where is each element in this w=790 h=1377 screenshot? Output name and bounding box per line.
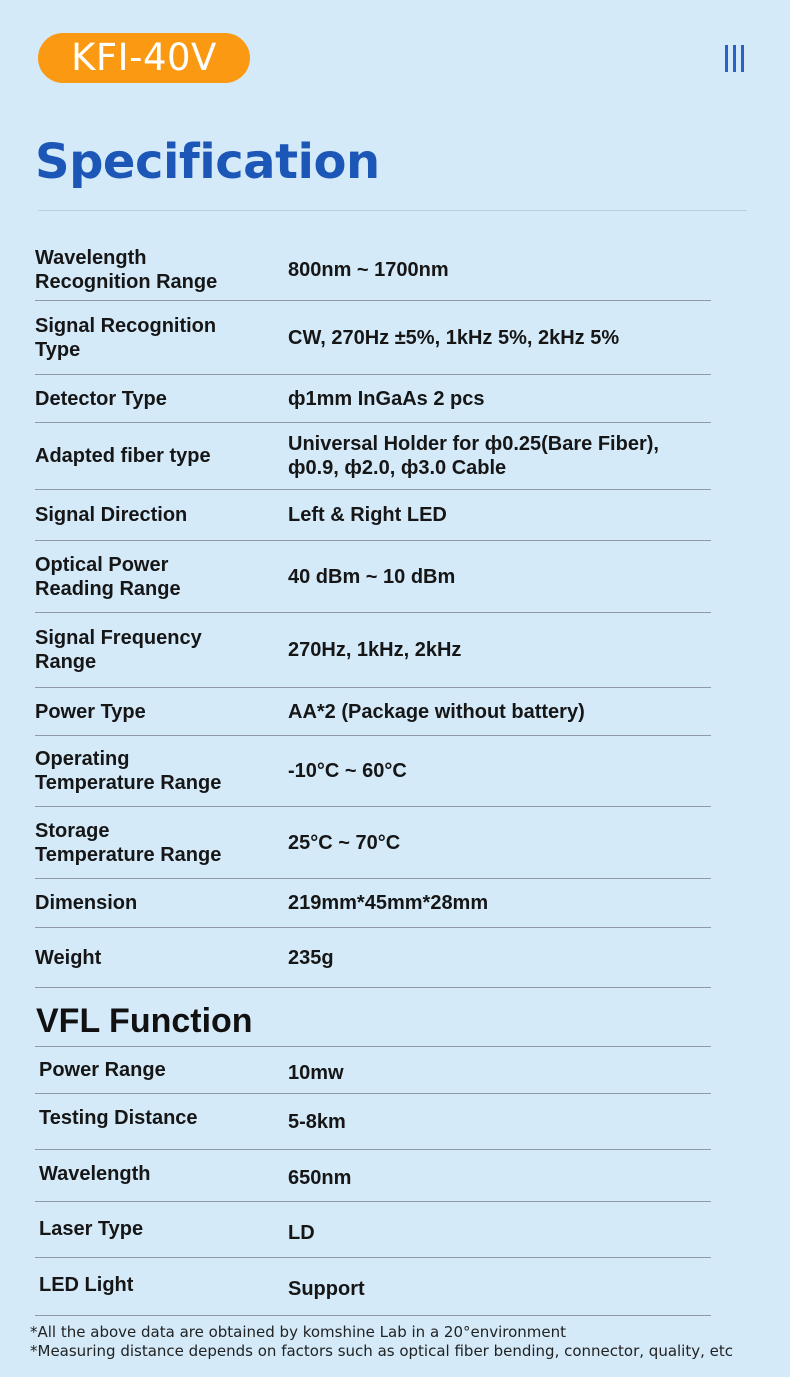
spec-row-operating-temp (35, 736, 711, 807)
spec-row-signal-direction (35, 490, 711, 541)
spec-row-dimension (35, 879, 711, 928)
spec-value: 40 dBm ~ 10 dBm (288, 565, 456, 588)
title-divider (38, 210, 747, 211)
vfl-label: Power Range (39, 1059, 166, 1081)
vfl-row-testing-distance (35, 1094, 711, 1150)
spec-value: 800nm ~ 1700nm (288, 259, 449, 281)
vfl-label: LED Light (39, 1274, 134, 1296)
spec-row-optical-power (35, 541, 711, 613)
spec-label: Optical Power Reading Range (35, 553, 181, 600)
vfl-table (35, 1046, 711, 1316)
page-title: Specification (35, 134, 380, 190)
spec-table (35, 240, 711, 988)
spec-value: 25°C ~ 70°C (288, 831, 401, 854)
spec-row-signal-type (35, 301, 711, 375)
footnotes (30, 1323, 770, 1361)
spec-label: Power Type (35, 700, 146, 723)
footnote: *Measuring distance depends on factors such as optical fiber bending, connector, quality, etc (30, 1342, 734, 1360)
vfl-row-laser-type (35, 1202, 711, 1258)
vfl-label: Testing Distance (39, 1107, 198, 1129)
spec-value: 235g (288, 946, 334, 969)
spec-row-weight (35, 928, 711, 988)
spec-value: -10°C ~ 60°C (288, 760, 407, 782)
spec-label: Detector Type (35, 387, 167, 410)
spec-row-wavelength-range (35, 240, 711, 301)
spec-label: Operating Temperature Range (35, 748, 222, 794)
menu-bars-icon[interactable] (723, 45, 747, 72)
spec-row-detector-type (35, 375, 711, 423)
spec-value: ф1mm InGaAs 2 pcs (288, 387, 485, 410)
spec-label: Weight (35, 946, 102, 969)
spec-value: Universal Holder for ф0.25(Bare Fiber), ф0.9, ф2.0, ф3.0 Cable (288, 433, 659, 479)
spec-label: Signal Direction (35, 504, 188, 526)
vfl-value: 650nm (288, 1167, 352, 1189)
vfl-label: Laser Type (39, 1218, 144, 1240)
vfl-value: 10mw (288, 1062, 344, 1084)
vfl-value: 5-8km (288, 1111, 346, 1133)
spec-label: Signal Frequency Range (35, 627, 202, 673)
spec-value: CW, 270Hz ±5%, 1kHz 5%, 2kHz 5% (288, 326, 620, 349)
spec-value: Left & Right LED (288, 504, 447, 526)
vfl-value: Support (288, 1278, 365, 1300)
spec-row-signal-frequency (35, 613, 711, 688)
spec-label: Wavelength Recognition Range (35, 247, 218, 293)
spec-label: Dimension (35, 892, 138, 914)
vfl-label: Wavelength (39, 1163, 151, 1185)
vfl-row-wavelength (35, 1150, 711, 1202)
spec-value: AA*2 (Package without battery) (288, 700, 585, 723)
spec-label: Storage Temperature Range (35, 819, 222, 866)
spec-row-adapted-fiber (35, 423, 711, 490)
spec-value: 219mm*45mm*28mm (288, 892, 489, 914)
spec-row-power-type (35, 688, 711, 736)
vfl-row-power-range (35, 1047, 711, 1094)
model-badge: KFI-40V (38, 33, 250, 83)
vfl-row-led-light (35, 1258, 711, 1316)
vfl-section-title: VFL Function (36, 1002, 253, 1040)
spec-row-storage-temp (35, 807, 711, 879)
vfl-value: LD (288, 1222, 315, 1244)
spec-label: Adapted fiber type (35, 445, 211, 467)
footnote: *All the above data are obtained by komshine Lab in a 20°environment (30, 1323, 567, 1341)
spec-value: 270Hz, 1kHz, 2kHz (288, 639, 462, 661)
spec-label: Signal Recognition Type (35, 314, 217, 361)
